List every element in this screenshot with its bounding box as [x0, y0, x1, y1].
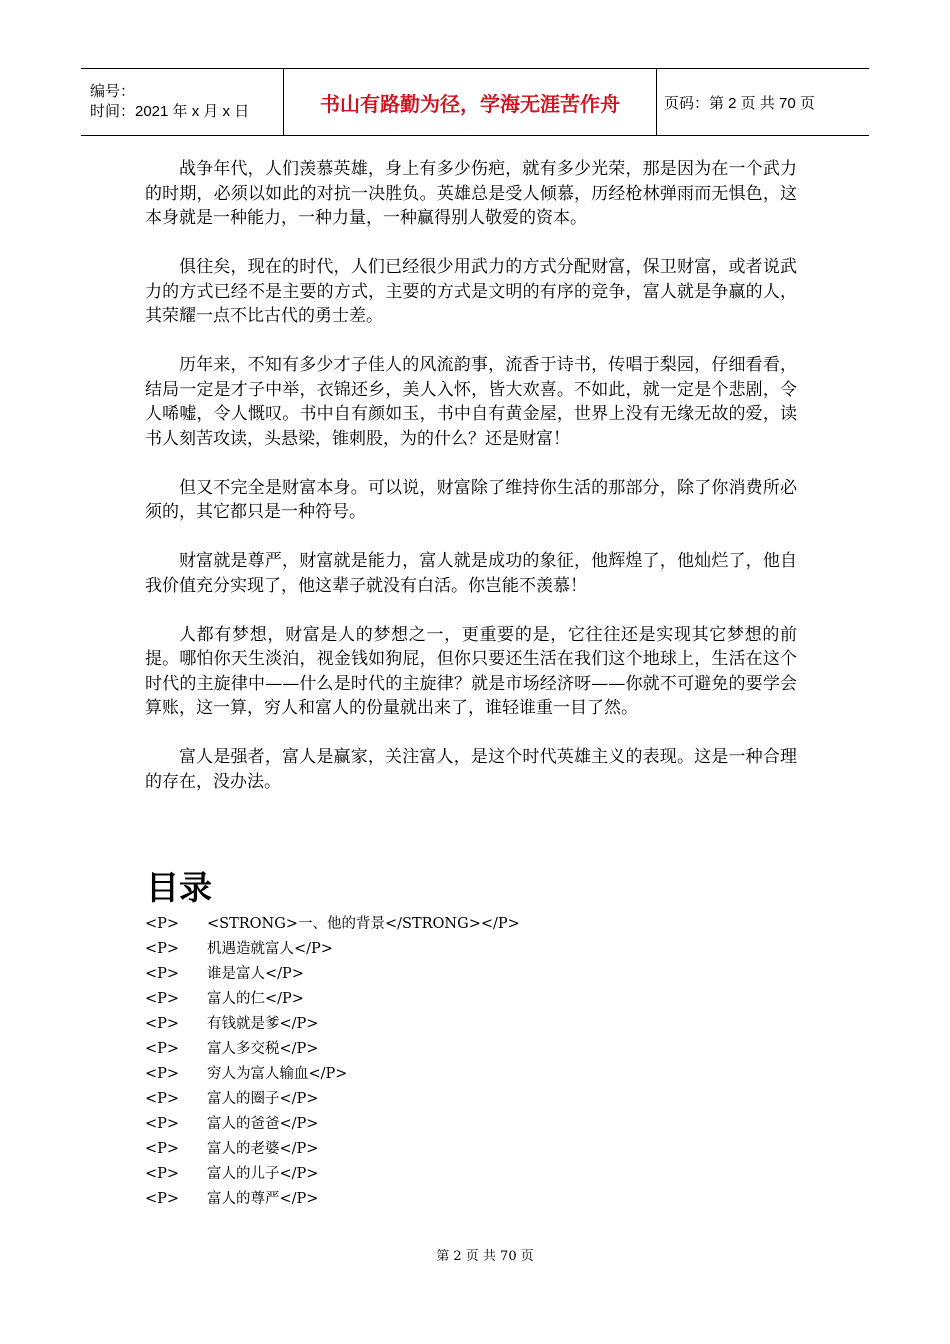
toc-item-text: <STRONG>一、他的背景</STRONG></P> — [207, 916, 520, 932]
date-label: 时间：2021 年 x 月 x 日 — [90, 103, 250, 120]
toc-item-text: 有钱就是爹</P> — [207, 1016, 319, 1032]
toc-item — [145, 987, 795, 1012]
toc-item-text: 穷人为富人输血</P> — [207, 1066, 348, 1082]
toc-item — [145, 1037, 795, 1062]
toc-item-tag: <P> — [145, 1191, 180, 1207]
toc-item-tag: <P> — [145, 991, 180, 1007]
toc-item-text: 富人的儿子</P> — [207, 1166, 319, 1182]
toc-item-text: 富人的仁</P> — [207, 991, 304, 1007]
serial-label: 编号： — [90, 83, 136, 100]
toc-title: 目录 — [146, 868, 212, 907]
toc-item — [145, 1012, 795, 1037]
toc-item — [145, 1087, 795, 1112]
page-header — [81, 68, 869, 136]
toc-item-text: 富人多交税</P> — [207, 1041, 319, 1057]
header-meta — [81, 69, 283, 135]
paragraph: 但又不完全是财富本身。可以说，财富除了维持你生活的那部分，除了你消费所必须的，其它都只是一种符号。 — [145, 477, 797, 522]
toc-item-tag: <P> — [145, 1016, 180, 1032]
toc-item — [145, 1187, 795, 1212]
toc-item — [145, 1062, 795, 1087]
paragraph: 战争年代，人们羡慕英雄，身上有多少伤疤，就有多少光荣，那是因为在一个武力的时期，必须以如此的对抗一决胜负。英雄总是受人倾慕，历经枪林弹雨而无惧色，这本身就是一种能力，一种力量，一种赢得别人敬爱的资本。 — [145, 159, 797, 228]
toc-item-text: 谁是富人</P> — [207, 966, 304, 982]
toc-item — [145, 1162, 795, 1187]
toc-item-tag: <P> — [145, 916, 180, 932]
toc-item — [145, 937, 795, 962]
toc-item-tag: <P> — [145, 1041, 180, 1057]
toc-item — [145, 912, 795, 937]
article-body — [145, 157, 797, 819]
page-footer: 第 2 页 共 70 页 — [436, 1249, 534, 1264]
toc-item-text: 富人的尊严</P> — [207, 1191, 319, 1207]
toc-item-text: 富人的老婆</P> — [207, 1141, 319, 1157]
toc-item — [145, 1112, 795, 1137]
header-page-info: 页码：第 2 页 共 70 页 — [664, 94, 815, 112]
toc-item-text: 富人的爸爸</P> — [207, 1116, 319, 1132]
toc-item — [145, 1137, 795, 1162]
toc-item-text: 富人的圈子</P> — [207, 1091, 319, 1107]
toc-item-tag: <P> — [145, 1066, 180, 1082]
toc-item-text: 机遇造就富人</P> — [207, 941, 333, 957]
toc-item-tag: <P> — [145, 966, 180, 982]
paragraph: 历年来，不知有多少才子佳人的风流韵事，流香于诗书，传唱于梨园，仔细看看，结局一定是才子中举，衣锦还乡，美人入怀，皆大欢喜。不如此，就一定是个悲剧，令人唏嘘，令人慨叹。书中自有颜如玉，书中自有黄金屋，世界上没有无缘无故的爱，读书人刻苦攻读，头悬梁，锥刺股，为的什么？还是财富！ — [145, 355, 797, 449]
paragraph: 富人是强者，富人是赢家，关注富人，是这个时代英雄主义的表现。这是一种合理的存在，没办法。 — [145, 747, 797, 792]
paragraph: 俱往矣，现在的时代，人们已经很少用武力的方式分配财富，保卫财富，或者说武力的方式已经不是主要的方式，主要的方式是文明的有序的竞争，富人就是争赢的人，其荣耀一点不比古代的勇士差。 — [145, 257, 797, 326]
paragraph: 财富就是尊严，财富就是能力，富人就是成功的象征，他辉煌了，他灿烂了，他自我价值充分实现了，他这辈子就没有白活。你岂能不羡慕！ — [145, 551, 797, 596]
toc-item-tag: <P> — [145, 1091, 180, 1107]
toc-item — [145, 962, 795, 987]
toc-item-tag: <P> — [145, 1141, 180, 1157]
paragraph: 人都有梦想，财富是人的梦想之一，更重要的是，它往往还是实现其它梦想的前提。哪怕你天生淡泊，视金钱如狗屁，但你只要还生活在我们这个地球上，生活在这个时代的主旋律中——什么是时代的主旋律？就是市场经济呀——你就不可避免的要学会算账，这一算，穷人和富人的份量就出来了，谁轻谁重一目了然。 — [145, 624, 797, 718]
toc-item-tag: <P> — [145, 1116, 180, 1132]
table-of-contents — [145, 912, 795, 1212]
toc-item-tag: <P> — [145, 941, 180, 957]
toc-item-tag: <P> — [145, 1166, 180, 1182]
header-motto: 书山有路勤为径，学海无涯苦作舟 — [283, 69, 657, 135]
